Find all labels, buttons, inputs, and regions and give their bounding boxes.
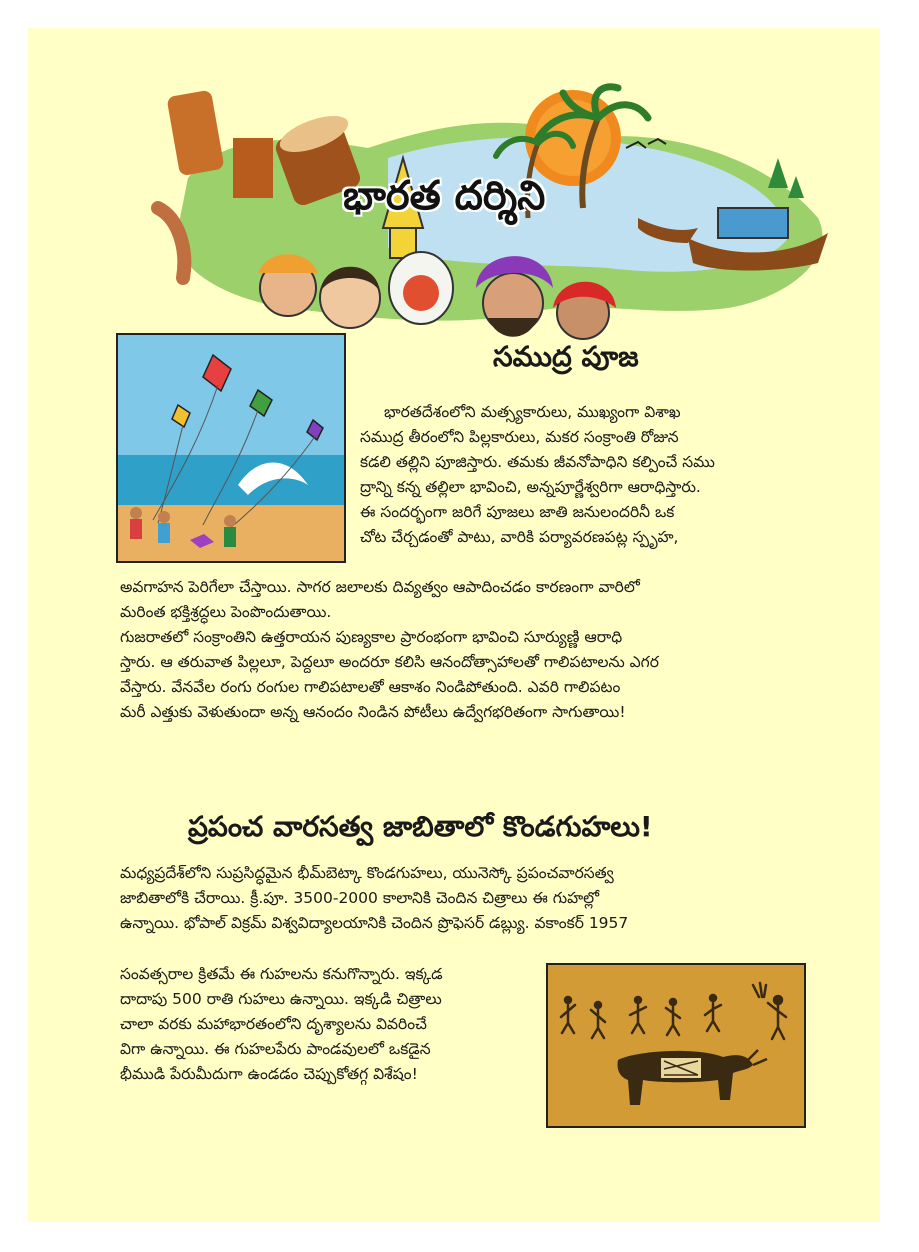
text-line: మరీ ఎత్తుకు వెళుతుందా అన్న ఆనందం నిండిన పోటీలు ఉద్వేగభరితంగా సాగుతాయి! [120, 703, 626, 721]
text-line: అవగాహన పెరిగేలా చేస్తాయి. సాగర జలాలకు దివ్యత్వం ఆపాదించడం కారణంగా వారిలో [120, 578, 640, 596]
text-line: దాదాపు 500 రాతి గుహలు ఉన్నాయి. ఇక్కడి చిత్రాలు [120, 990, 442, 1008]
text-line: గుజరాతలో సంక్రాంతిని ఉత్తరాయన పుణ్యకాల ప్రారంభంగా భావించి సూర్యుణ్ణి ఆరాధి [120, 628, 623, 646]
text-line: సంవత్సరాల క్రితమే ఈ గుహలను కనుగొన్నారు. ఇక్కడ [120, 965, 443, 983]
text-line: భారతదేశంలోని మత్స్యకారులు, ముఖ్యంగా విశాఖ [384, 403, 681, 421]
text-line: మధ్యప్రదేశ్‌లోని సుప్రసిద్ధమైన భీమ్‌బెట్కా కొండగుహలు, యునెస్కో ప్రపంచవారసత్వ [120, 864, 614, 882]
rock-painting-image [546, 963, 806, 1128]
article-2-wrapped-paragraph [120, 962, 540, 1087]
kites-over-beach-image [116, 333, 346, 563]
text-line: వేస్తారు. వేనవేల రంగు రంగుల గాలిపటాలతో ఆకాశం నిండిపోతుంది. ఎవరి గాలిపటం [120, 678, 621, 696]
text-line: చోట చేర్చడంతో పాటు, వారికి పర్యావరణపట్ల స్పృహ, [360, 528, 679, 546]
article-2-full-paragraph [120, 861, 850, 936]
article-1-full-paragraph [120, 575, 850, 725]
text-line: స్తారు. ఆ తరువాత పిల్లలూ, పెద్దలూ అందరూ కలిసి ఆనందోత్సాహాలతో గాలిపటాలను ఎగర [120, 653, 659, 671]
article-1-wrapped-paragraph [360, 400, 840, 550]
text-line: సముద్ర తీరంలోని పిల్లకారులు, మకర సంక్రాంతి రోజున [360, 428, 679, 446]
text-line: భీముడి పేరుమీదుగా ఉండడం చెప్పుకోతగ్గ విశేషం! [120, 1065, 418, 1083]
magazine-page [28, 28, 880, 1222]
text-line: కడలి తల్లిని పూజిస్తారు. తమకు జీవనోపాధిని కల్పించే సము [360, 453, 715, 471]
banner-title: భారత దర్శిని [343, 173, 546, 219]
text-line: మరింత భక్తిశ్రద్ధలు పెంపొందుతాయి. [120, 603, 332, 621]
text-line: విగా ఉన్నాయి. ఈ గుహలపేరు పాండవులలో ఒకడైన [120, 1040, 431, 1058]
text-line: ద్రాన్ని కన్న తల్లిలా భావించి, అన్నపూర్ణేశ్వరిగా ఆరాధిస్తారు. [360, 478, 701, 496]
text-line: జాబితాలోకి చేరాయి. క్రీ.పూ. 3500-2000 కాలానికి చెందిన చిత్రాలు ఈ గుహల్లో [120, 889, 600, 907]
text-line: ఉన్నాయి. భోపాల్ విక్రమ్ విశ్వవిద్యాలయానికి చెందిన ప్రొఫెసర్ డబ్ల్యు. వకాంకర్ 1957 [120, 914, 629, 932]
article-1-title: సముద్ర పూజ [493, 340, 639, 373]
text-line: చాలా వరకు మహాభారతంలోని దృశ్యాలను వివరించే [120, 1015, 427, 1033]
text-line: ఈ సందర్భంగా జరిగే పూజలు జాతి జనులందరినీ ఒక [360, 503, 675, 521]
article-2-title: ప్రపంచ వారసత్వ జాబితాలో కొండగుహలు! [188, 810, 653, 843]
